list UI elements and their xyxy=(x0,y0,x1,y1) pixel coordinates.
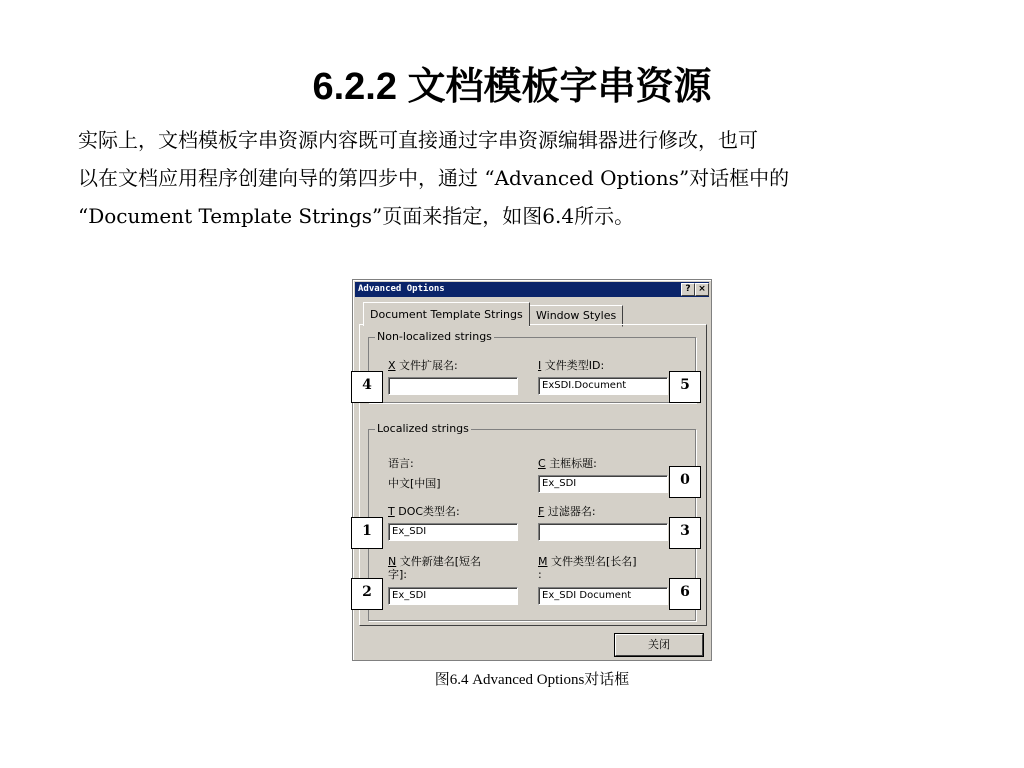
typeid-label-text: 文件类型ID: xyxy=(544,359,605,372)
close-button[interactable]: 关闭 xyxy=(615,634,703,656)
typeid-label xyxy=(538,357,604,373)
tab-document-template-strings[interactable]: Document Template Strings xyxy=(363,302,530,326)
filetype-name-input[interactable]: Ex_SDI Document xyxy=(538,587,668,605)
non-localized-group-label: Non-localized strings xyxy=(377,330,492,343)
filetype-hotkey: M xyxy=(538,555,548,568)
dialog-titlebar[interactable] xyxy=(355,282,709,297)
filter-name-input[interactable] xyxy=(538,523,668,541)
paragraph-line-3: “Document Template Strings”页面来指定，如图6.4所示。 xyxy=(78,204,635,228)
slide-title: 6.2.2 文档模板字串资源 xyxy=(312,66,712,108)
tab-panel xyxy=(359,324,707,626)
callout-3: 3 xyxy=(669,517,701,549)
help-button[interactable]: ? xyxy=(681,283,695,296)
file-new-hotkey: N xyxy=(388,555,397,568)
callout-4: 4 xyxy=(351,371,383,403)
dialog-title: Advanced Options xyxy=(358,284,445,294)
typeid-hotkey: I xyxy=(538,359,542,372)
paragraph-line-1: 实际上，文档模板字串资源内容既可直接通过字串资源编辑器进行修改，也可 xyxy=(78,128,758,152)
doc-type-input[interactable]: Ex_SDI xyxy=(388,523,518,541)
file-new-name-input[interactable]: Ex_SDI xyxy=(388,587,518,605)
filter-label xyxy=(538,503,596,519)
paragraph-line-2: 以在文档应用程序创建向导的第四步中，通过 “Advanced Options”对话框中的 xyxy=(78,166,790,190)
language-value: 中文[中国] xyxy=(388,477,441,490)
figure-caption: 图6.4 Advanced Options对话框 xyxy=(434,672,630,688)
ext-label-text: 文件扩展名: xyxy=(399,359,458,372)
filter-label-text: 过滤器名: xyxy=(547,505,596,518)
callout-0: 0 xyxy=(669,466,701,498)
ext-hotkey: X xyxy=(388,359,396,372)
file-new-label-line2: 字]: xyxy=(388,568,407,581)
main-caption-label xyxy=(538,455,597,471)
file-type-id-input[interactable]: ExSDI.Document xyxy=(538,377,668,395)
advanced-options-dialog xyxy=(352,279,712,661)
main-caption-label-text: 主框标题: xyxy=(549,457,597,470)
filetype-name-label xyxy=(538,555,637,581)
doc-type-label-text: DOC类型名: xyxy=(398,505,460,518)
filetype-label-line2: : xyxy=(538,568,542,581)
slide-paragraph xyxy=(78,121,978,235)
tab-window-styles[interactable]: Window Styles xyxy=(529,305,623,327)
file-new-label xyxy=(388,555,481,581)
filter-hotkey: F xyxy=(538,505,545,518)
ext-label xyxy=(388,357,458,373)
filetype-label-text: 文件类型名[长名] xyxy=(551,555,637,568)
doc-type-label xyxy=(388,503,460,519)
file-new-label-line1: 文件新建名[短名 xyxy=(399,555,482,568)
close-window-button[interactable]: × xyxy=(695,283,709,296)
language-label: 语言: xyxy=(388,457,414,470)
main-caption-hotkey: C xyxy=(538,457,546,470)
file-extension-input[interactable] xyxy=(388,377,518,395)
callout-5: 5 xyxy=(669,371,701,403)
callout-2: 2 xyxy=(351,578,383,610)
callout-6: 6 xyxy=(669,578,701,610)
localized-group-label: Localized strings xyxy=(377,422,469,435)
callout-1: 1 xyxy=(351,517,383,549)
main-caption-input[interactable]: Ex_SDI xyxy=(538,475,668,493)
doc-type-hotkey: T xyxy=(388,505,395,518)
